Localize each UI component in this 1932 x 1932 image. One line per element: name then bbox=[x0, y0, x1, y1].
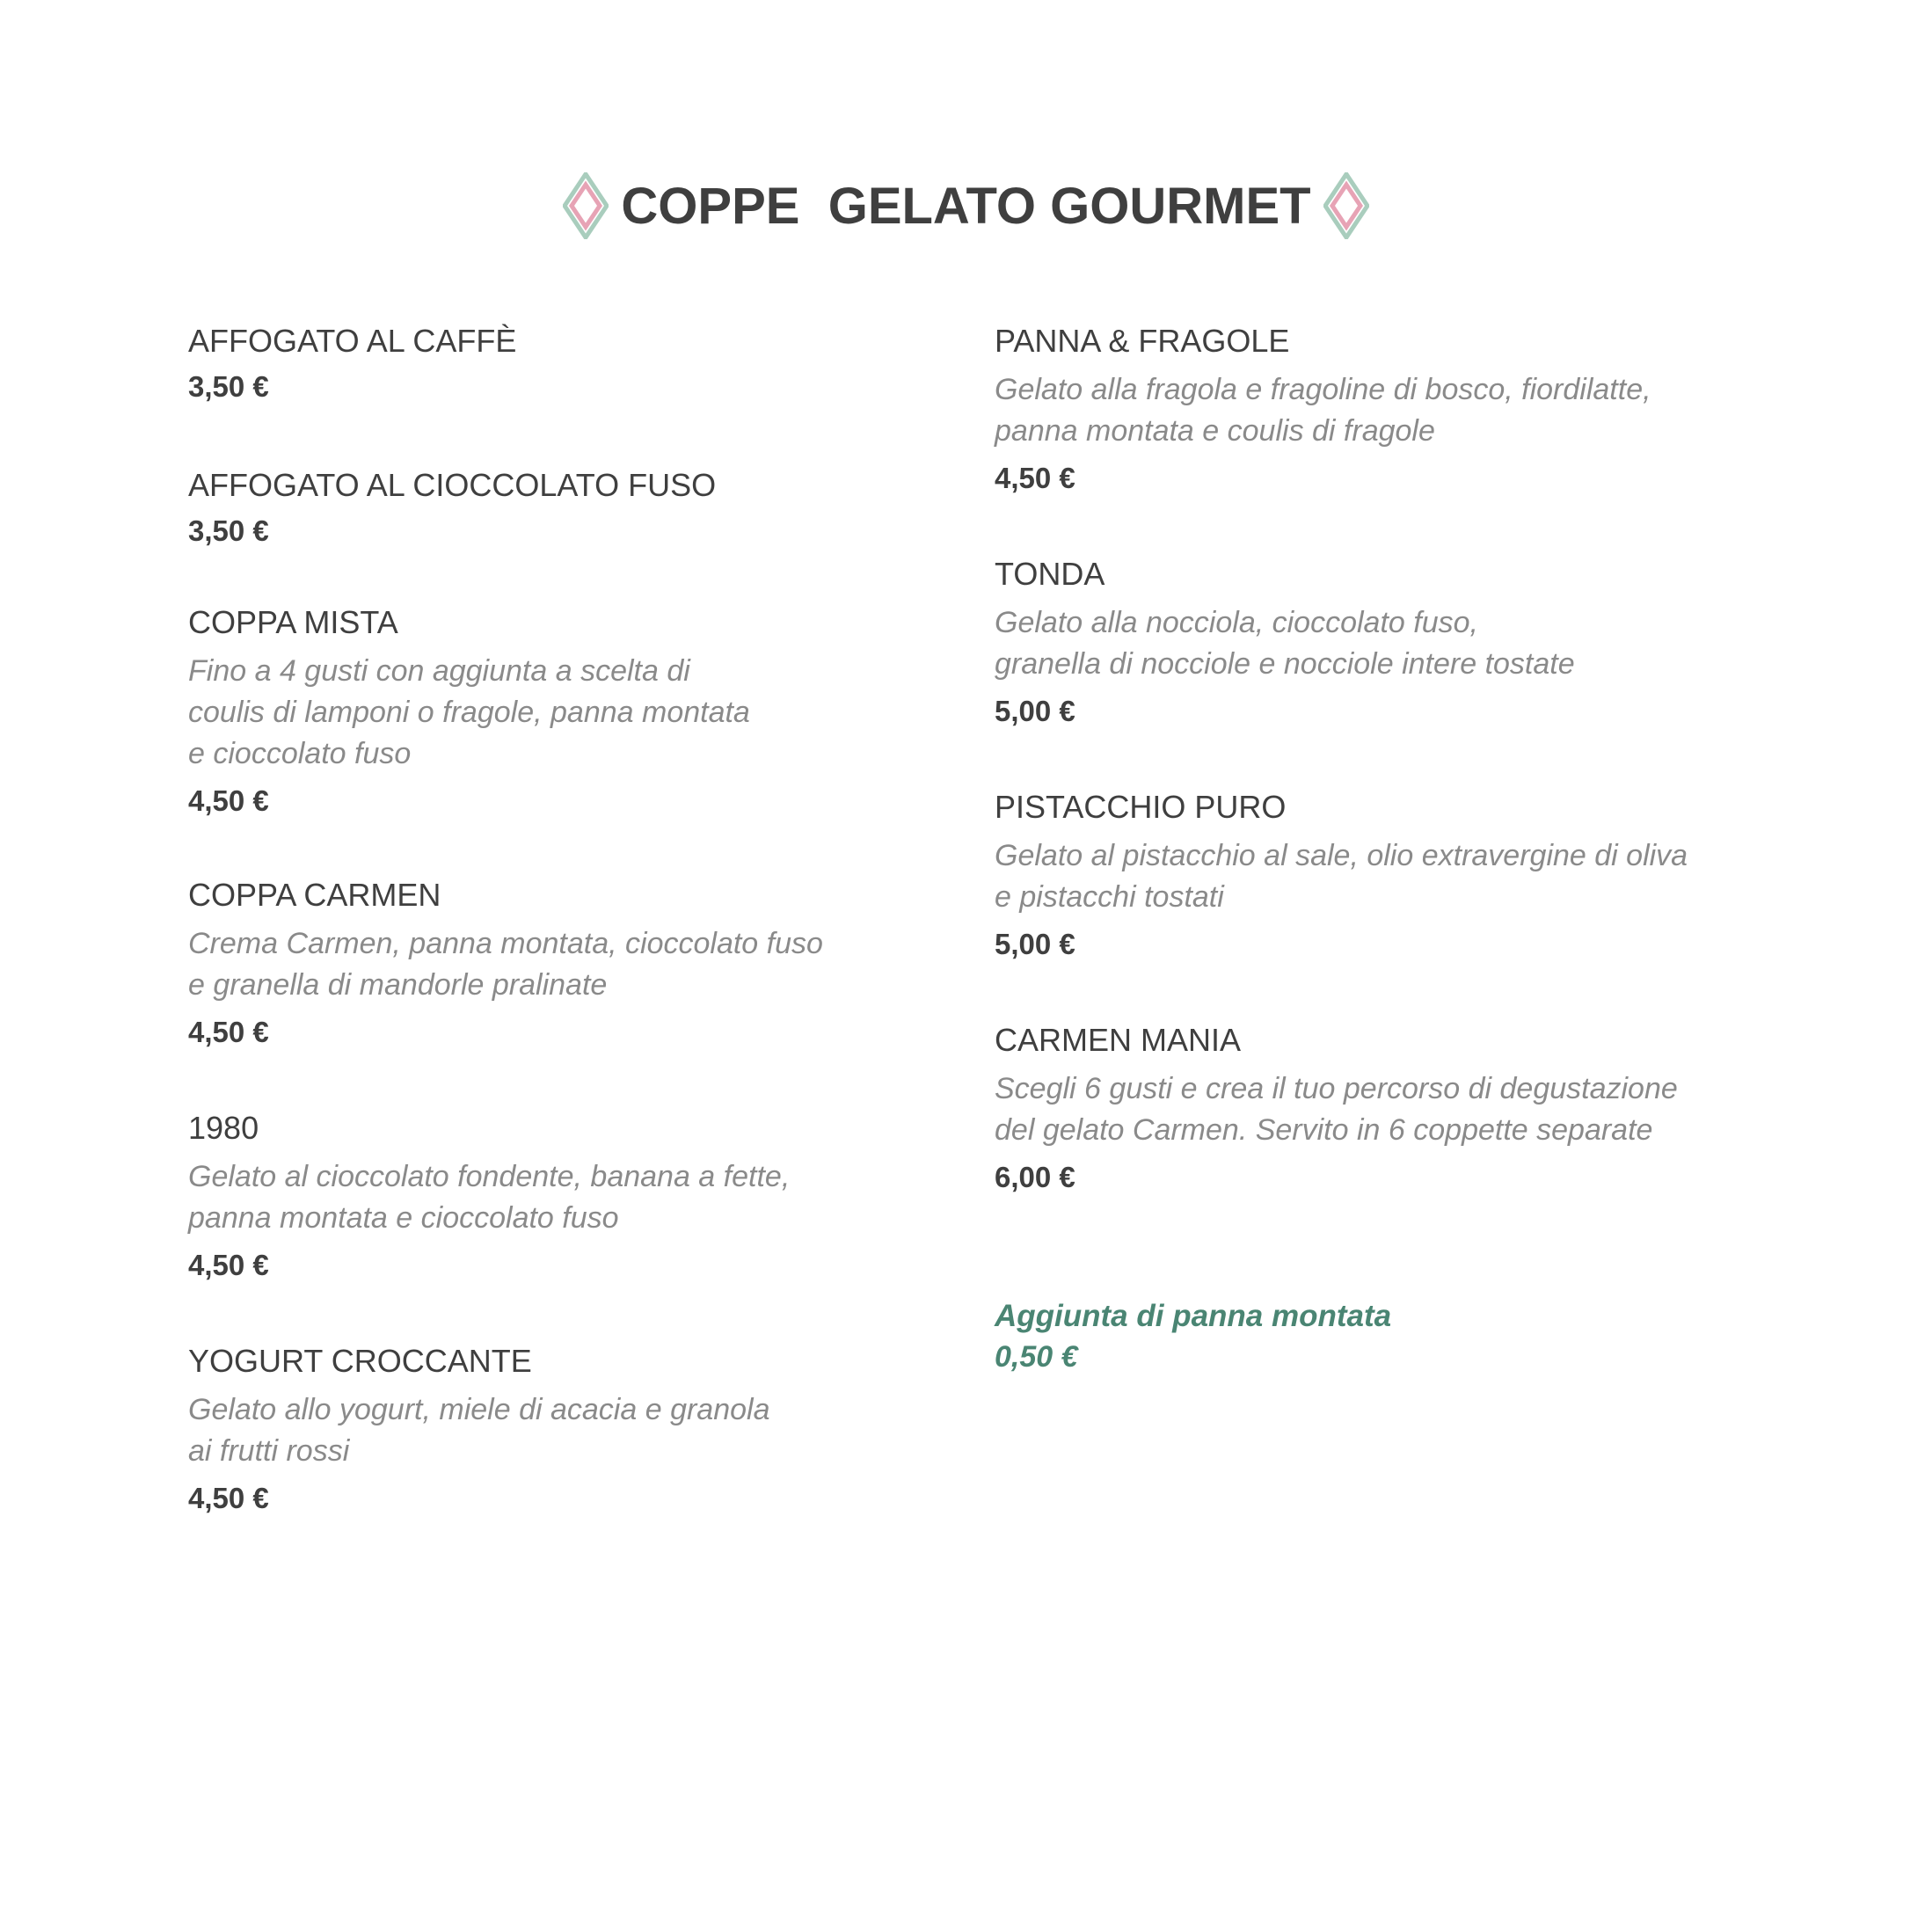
item-name: 1980 bbox=[188, 1110, 259, 1146]
item-description bbox=[188, 1389, 909, 1472]
description-line: Gelato allo yogurt, miele di acacia e granola bbox=[188, 1393, 770, 1426]
menu-item bbox=[995, 555, 1786, 731]
description-line: Gelato al cioccolato fondente, banana a fette, bbox=[188, 1160, 791, 1193]
item-price: 3,50 € bbox=[188, 514, 269, 547]
description-line: del gelato Carmen. Servito in 6 coppette separate bbox=[995, 1113, 1653, 1147]
description-line: e pistacchi tostati bbox=[995, 880, 1224, 914]
menu-item bbox=[188, 603, 909, 820]
item-name: COPPA CARMEN bbox=[188, 877, 441, 913]
description-line: Gelato al pistacchio al sale, olio extravergine di oliva bbox=[995, 839, 1688, 872]
diamond-ornament-icon bbox=[563, 172, 609, 239]
item-price: 4,50 € bbox=[188, 784, 269, 817]
item-name: AFFOGATO AL CAFFÈ bbox=[188, 323, 517, 359]
menu-item bbox=[188, 466, 909, 550]
extra-label: Aggiunta di panna montata bbox=[995, 1299, 1392, 1333]
item-description bbox=[188, 923, 909, 1006]
menu-item bbox=[188, 1109, 909, 1285]
item-price: 4,50 € bbox=[995, 462, 1075, 494]
item-price: 4,50 € bbox=[188, 1249, 269, 1281]
menu-item bbox=[995, 1021, 1786, 1197]
item-description bbox=[995, 835, 1786, 918]
extra-note bbox=[995, 1296, 1391, 1377]
description-line: Fino a 4 gusti con aggiunta a scelta di bbox=[188, 654, 690, 688]
item-description bbox=[995, 1068, 1786, 1151]
description-line: Crema Carmen, panna montata, cioccolato fuso bbox=[188, 927, 823, 960]
item-description bbox=[188, 651, 909, 775]
item-price: 6,00 € bbox=[995, 1161, 1075, 1193]
item-name: PISTACCHIO PURO bbox=[995, 789, 1287, 825]
description-line: coulis di lamponi o fragole, panna montata bbox=[188, 696, 750, 729]
description-line: granella di nocciole e nocciole intere tostate bbox=[995, 647, 1575, 681]
menu-item bbox=[995, 322, 1786, 498]
item-name: YOGURT CROCCANTE bbox=[188, 1343, 532, 1379]
item-name: TONDA bbox=[995, 556, 1105, 592]
item-name: CARMEN MANIA bbox=[995, 1022, 1242, 1058]
item-name: AFFOGATO AL CIOCCOLATO FUSO bbox=[188, 467, 717, 503]
menu-item bbox=[188, 1342, 909, 1518]
item-price: 3,50 € bbox=[188, 370, 269, 403]
description-line: ai frutti rossi bbox=[188, 1434, 350, 1468]
menu-item bbox=[188, 876, 909, 1052]
item-description bbox=[995, 369, 1786, 452]
item-price: 5,00 € bbox=[995, 928, 1075, 960]
page-title: COPPE GELATO GOURMET bbox=[621, 177, 1311, 235]
item-price: 4,50 € bbox=[188, 1482, 269, 1514]
description-line: panna montata e coulis di fragole bbox=[995, 414, 1435, 448]
description-line: panna montata e cioccolato fuso bbox=[188, 1201, 619, 1235]
menu-item bbox=[188, 322, 909, 406]
description-line: Scegli 6 gusti e crea il tuo percorso di degustazione bbox=[995, 1072, 1678, 1105]
diamond-ornament-icon bbox=[1323, 172, 1369, 239]
item-name: PANNA & FRAGOLE bbox=[995, 323, 1290, 359]
item-name: COPPA MISTA bbox=[188, 604, 398, 640]
item-description bbox=[188, 1156, 909, 1239]
item-description bbox=[995, 602, 1786, 685]
description-line: Gelato alla fragola e fragoline di bosco, fiordilatte, bbox=[995, 373, 1651, 406]
item-price: 4,50 € bbox=[188, 1016, 269, 1048]
menu-header bbox=[0, 172, 1932, 239]
menu-item bbox=[995, 788, 1786, 964]
description-line: e granella di mandorle pralinate bbox=[188, 968, 608, 1002]
description-line: e cioccolato fuso bbox=[188, 737, 412, 770]
extra-price: 0,50 € bbox=[995, 1340, 1078, 1374]
description-line: Gelato alla nocciola, cioccolato fuso, bbox=[995, 606, 1478, 639]
item-price: 5,00 € bbox=[995, 695, 1075, 727]
